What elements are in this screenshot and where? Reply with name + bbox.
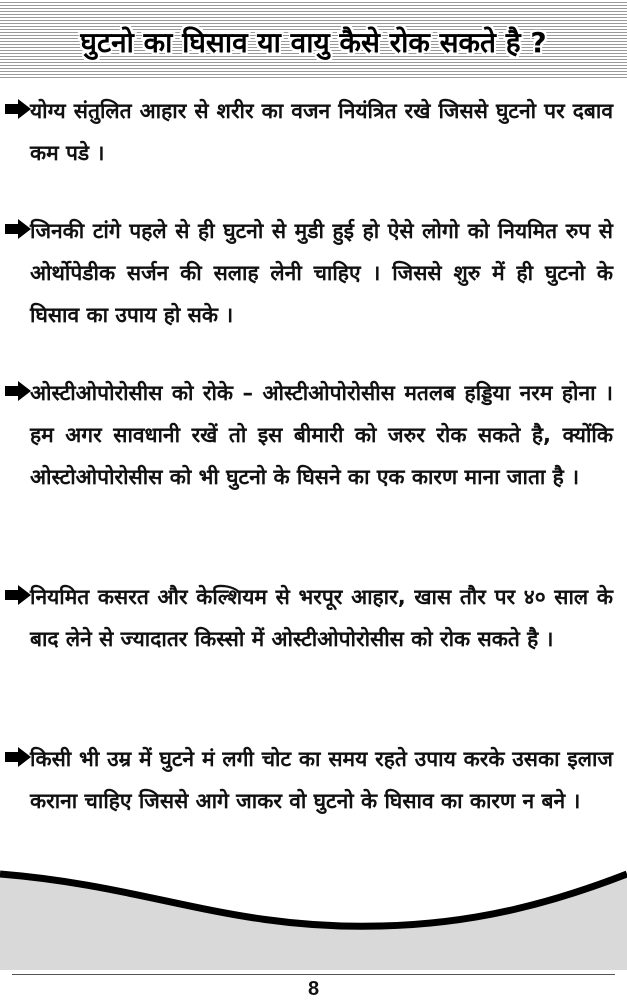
page-title: घुटनो का घिसाव या वायु कैसे रोक सकते है ? [80, 26, 547, 59]
list-item-text: नियमित कसरत और केल्शियम से भरपूर आहार, खास तौर पर ४० साल के बाद लेने से ज्यादातर किस्सो में ओस्टीओपोरोसीस को रोक सकते है । [30, 585, 613, 651]
list-item-text: योग्य संतुलित आहार से शरीर का वजन नियंत्रित रखे जिससे घुटनो पर दबाव कम पडे । [30, 99, 613, 165]
list-item-text: ओस्टीओपोरोसीस को रोके – ओस्टीओपोरोसीस मतलब हड्डिया नरम होना । हम अगर सावधानी रखें तो इस बीमारी को जरुर रोक सकते है, क्योंकि ओस्टोओपोरोसीस को भी घुटनो के घिसने का एक कारण माना जाता है । [30, 381, 613, 489]
arrow-right-icon [4, 584, 32, 606]
footer-wave [0, 860, 627, 970]
list-item-text: जिनकी टांगे पहले से ही घुटनो से मुडी हुई हो ऐसे लोगो को नियमित रुप से ओर्थोपेडीक सर्जन की सलाह लेनी चाहिए । जिससे शुरु में ही घुटनो के घिसाव का उपाय हो सके । [30, 219, 613, 327]
arrow-right-icon [4, 380, 32, 402]
arrow-right-icon [4, 98, 32, 120]
list-item-text: किसी भी उम्र में घुटने मं लगी चोट का समय रहते उपाय करके उसका इलाज कराना चाहिए जिससे आगे जाकर वो घुटनो के घिसाव का कारण न बने । [30, 747, 613, 813]
header-banner [0, 0, 627, 78]
footer-rule [12, 974, 615, 975]
page-number: 8 [307, 978, 320, 1000]
arrow-right-icon [4, 218, 32, 240]
arrow-right-icon [4, 746, 32, 768]
